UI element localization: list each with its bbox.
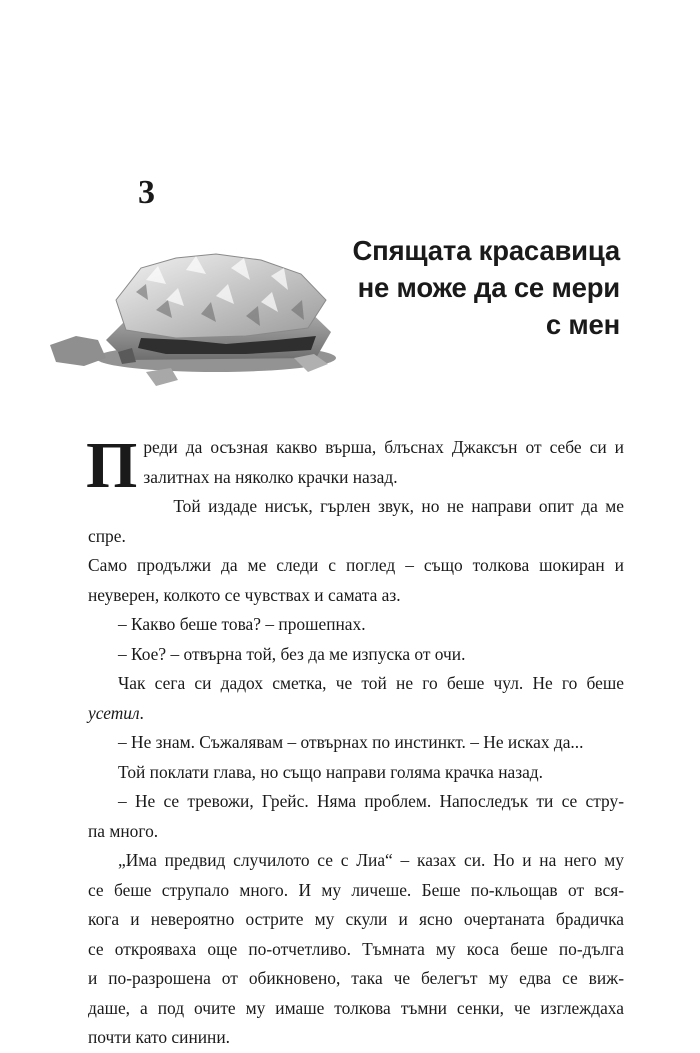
paragraph-9 [88,846,624,1053]
text-line: и по-разрошена от обикновено, така че белегът му едва се виж- [88,968,624,988]
text-line: „Има предвид случилото се с Лиа“ – казах си. Но и на него му [118,850,624,870]
text-line: – Какво беше това? – прошепнах. [118,614,366,634]
text-line: па много. [88,820,159,841]
text-line: даше, а под очите му имаше толкова тъмни сенки, че изглеждаха [88,997,624,1018]
text-line: – Не се тревожи, Грейс. Няма проблем. Напоследък ти се стру- [118,791,624,811]
paragraph-5 [88,669,624,728]
text-line: Той поклати глава, но също направи голяма крачка назад. [118,761,544,782]
text-line: неуверен, колкото се чувствах и самата аз. [88,584,401,605]
text-line: залитнах на няколко крачки назад. [143,466,398,487]
text-line: кога и невероятно острите му скули и ясно очертаната брадичка [88,909,624,929]
paragraph-1 [86,429,624,502]
amethyst-geode-icon [46,240,346,390]
text-line: реди да осъзная какво върша, блъснах Джаксън от себе си и [143,437,624,457]
drop-cap: П [86,429,138,502]
chapter-title-line-3: с мен [545,309,620,340]
text-line: почти като синини. [88,1027,231,1047]
text-line: се открояваха още по-отчетливо. Тъмната му коса беше по-дълга [88,938,624,959]
paragraph-2 [88,492,624,610]
punctuation: . [139,702,144,723]
paragraph-4 [88,640,624,670]
chapter-body [86,429,624,1053]
text-line: Той издаде нисък, гърлен звук, но не направи опит да ме спре. [88,496,624,546]
paragraph-7 [88,758,624,788]
paragraph-8 [88,787,624,846]
text-line: се беше струпало много. И му личеше. Беше по-кльощав от вся- [88,879,624,900]
text-line: Само продължи да ме следи с поглед – също толкова шокиран и [88,555,624,575]
paragraph-6 [88,728,624,758]
paragraph-3 [88,610,624,640]
text-line: – Не знам. Съжалявам – отвърнах по инстинкт. – Не исках да... [118,732,584,752]
text-line: Чак сега си дадох сметка, че той не го беше чул. Не го беше [118,673,624,693]
chapter-number: 3 [138,174,155,211]
chapter-title-line-1: Спящата красавица [352,235,620,266]
text-line [58,699,624,729]
italic-word: усетил [88,702,140,723]
text-line: – Кое? – отвърна той, без да ме изпуска от очи. [118,643,466,664]
chapter-title-line-2: не може да се мери [357,272,620,303]
